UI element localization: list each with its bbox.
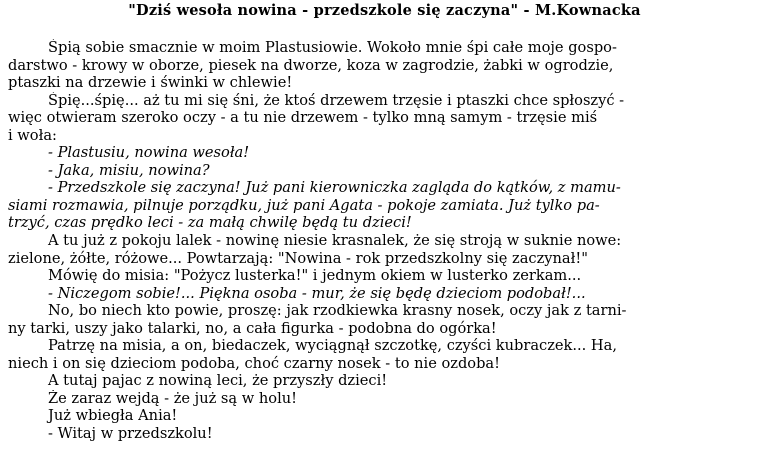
document-title: "Dziś wesoła nowina - przedszkole się zaczyna" - M.Kownacka [128,2,641,19]
text-line: Śpię...śpię... aż tu mi się śni, że ktoś drzewem trzęsie i ptaszki chce spłoszyć - [48,91,625,109]
text-line: Patrzę na misia, a on, biedaczek, wyciągnął szczotkę, czyści kubraczek... Ha, [48,337,617,355]
text-line: Śpią sobie smacznie w moim Plastusiowie. Wokoło mnie śpi całe moje gospo- [48,39,617,56]
text-line: darstwo - krowy w oborze, piesek na dworze, koza w zagrodzie, żabki w ogrodzie, [8,56,614,74]
text-line: No, bo niech kto powie, proszę: jak rzodkiewka krasny nosek, oczy jak z tarni- [48,302,627,320]
text-line: zielone, żółte, różowe... Powtarzają: "Nowina - rok przedszkolny się zaczynał!" [8,249,588,267]
text-line: - Jaka, misiu, nowina? [48,161,210,179]
text-line: - Plastusiu, nowina wesoła! [48,144,250,162]
text-line: więc otwieram szeroko oczy - a tu nie drzewem - tylko mną samym - trzęsie miś [8,109,598,127]
text-line: A tutaj pajac z nowiną leci, że przyszły dzieci! [48,372,388,390]
text-line: niech i on się dzieciom podoba, choć czarny nosek - to nie ozdoba! [8,354,500,372]
text-line: - Niczegom sobie!... Piękna osoba - mur, że się będę dzieciom podobał!... [48,284,586,302]
text-line: Mówię do misia: "Pożycz lusterka!" i jednym okiem w lusterko zerkam... [48,267,582,285]
text-line: - Przedszkole się zaczyna! Już pani kierowniczka zagląda do kątków, z mamu- [48,179,621,197]
text-line: Już wbiegła Ania! [48,407,178,425]
text-line: ptaszki na drzewie i świnki w chlewie! [8,74,293,92]
text-line: - Witaj w przedszkolu! [48,425,213,443]
text-line: i woła: [8,126,57,144]
text-line: Że zaraz wejdą - że już są w holu! [48,389,298,407]
text-line: A tu już z pokoju lalek - nowinę niesie krasnalek, że się stroją w suknie nowe: [48,232,622,250]
document-body [8,39,760,443]
text-line: trzyć, czas prędko leci - za małą chwilę będą tu dzieci! [8,214,412,232]
text-line: ny tarki, uszy jako talarki, no, a cała figurka - podobna do ogórka! [8,319,497,337]
text-line: siami rozmawia, pilnuje porządku, już pani Agata - pokoje zamiata. Już tylko pa- [8,196,600,214]
